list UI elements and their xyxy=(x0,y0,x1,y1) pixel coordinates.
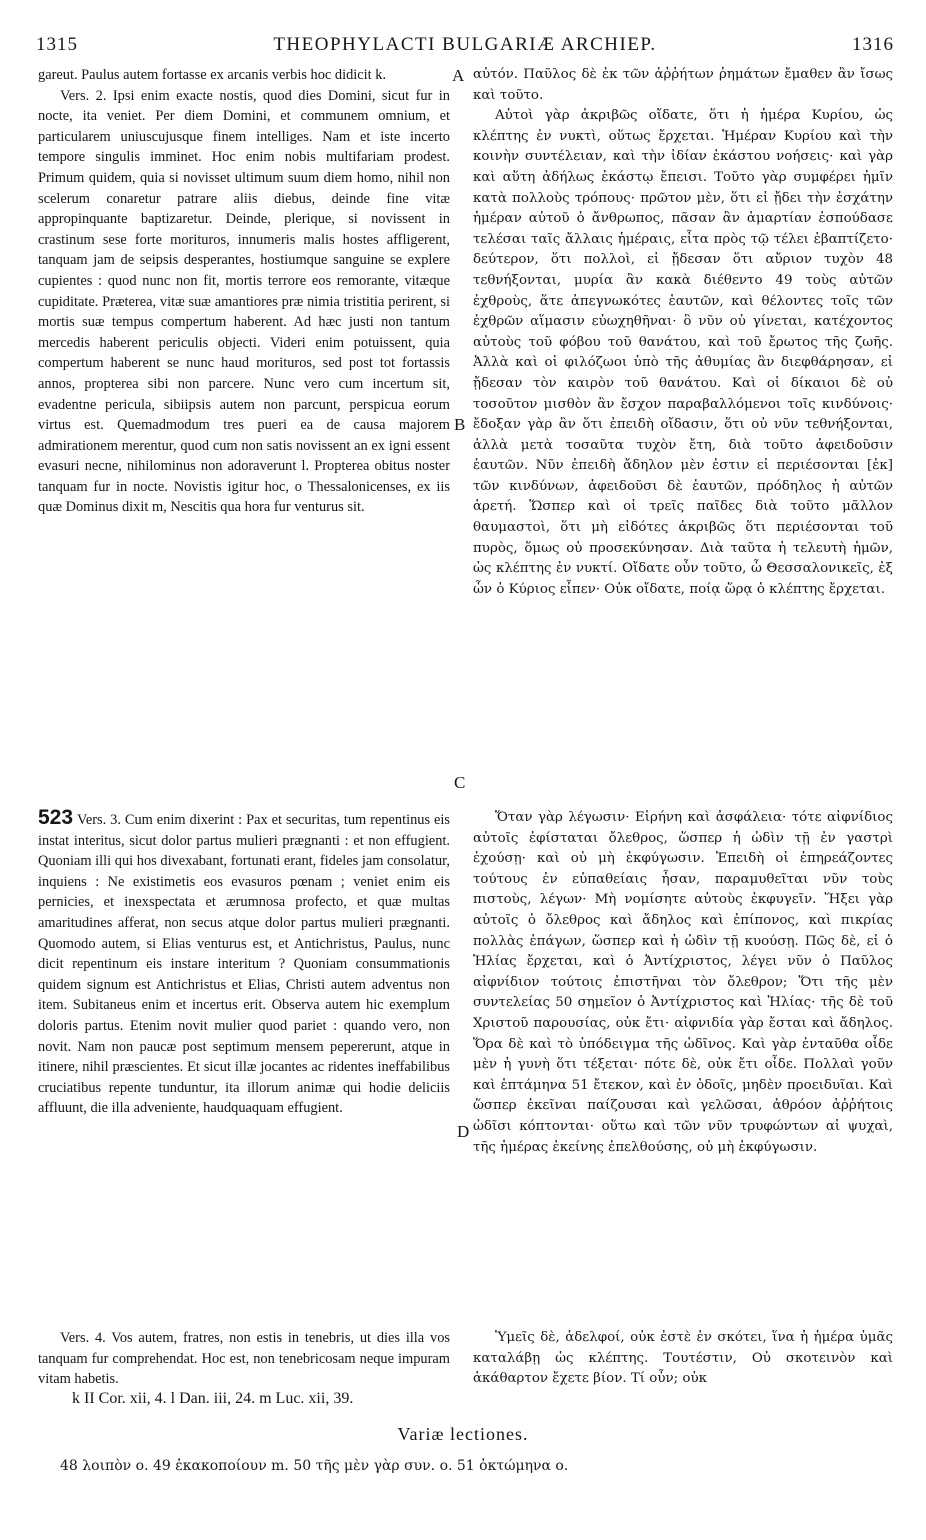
variae-lectiones-items: 48 λοιπὸν ο. 49 ἐκακοποίουν m. 50 τῆς μὲν γὰρ συν. ο. 51 ὀκτώμηνα ο. xyxy=(60,1458,569,1474)
greek-paragraph: Ὅταν γὰρ λέγωσιν· Εἰρήνη καὶ ἀσφάλεια· τότε αἰφνίδιος αὐτοῖς ἐφίσταται ὄλεθρος, ὥσπερ ἡ ὠδὶν τῇ ἐν γαστρὶ ἐχούσῃ· καὶ οὐ μὴ ἐκφύγωσιν. Ἐπειδὴ οἱ ἐπηρεάζοντες τούτους ἐν εὐπαθείαις ἦσαν, παραμυθεῖται νῦν τοὺς πιστοὺς, λέγων· Μὴ νομίσητε αὐτοὺς ἐκφυγεῖν. Ἥξει γὰρ αὐτοῖς ὁ ὄλεθρος καὶ ἄδηλος καὶ ἐπίπονος, καὶ πικρίας πολλὰς ἐπάγων, ὥσπερ καὶ ἡ ὠδὶν τῇ κυούσῃ. Πῶς δὲ, εἰ ὁ Ἠλίας ἔρχεται, καὶ ὁ Ἀντίχριστος, λέγει νῦν ὁ Παῦλος αἰφνίδιον τούτοις ἐπιστῆναι τὸν ὄλεθρον; Ὅτι τῆς μὲν συντελείας 50 σημεῖον ὁ Ἀντίχριστος καὶ Ἠλίας· τῆς δὲ τοῦ Χριστοῦ παρουσίας, οὐκ ἔτι· αἰφνιδία γὰρ ἔσται καὶ ἄδηλος. Ὅρα δὲ καὶ τὸ ὑπόδειγμα τῆς ὠδῖνος. Καὶ γὰρ ἐνταῦθα οἶδε μὲν ἡ γυνὴ ὅτι τέξεται· πότε δὲ, οὐκ ἔτι οἶδε. Πολλαὶ γοῦν καὶ ἑπτάμηνα 51 ἔτεκον, καὶ ἐν ὁδοῖς, μηδὲν προειδυῖαι. Καὶ ὥσπερ ἐκεῖναι παίζουσαι καὶ γελῶσαι, ἀθρόον ἀῤῥήτοις ὠδῖσι κόπτονται· οὕτω καὶ τῶν νῦν τρυφώντων αἱ ψυχαὶ, τῆς ἡμέρας ἐκείνης ἐπελθούσης, οὐ μὴ ἐκφύγωσιν. xyxy=(473,810,893,1155)
margin-marker-b: B xyxy=(454,415,466,434)
latin-column-vers4 xyxy=(38,1328,450,1390)
latin-paragraph: Vers. 4. Vos autem, fratres, non estis in tenebris, ut dies illa vos tanquam fur comprehendat. Hoc est, non tenebricosam neque impuram vitam habetis. xyxy=(38,1330,450,1388)
running-header xyxy=(36,34,894,62)
greek-paragraph: αὐτόν. Παῦλος δὲ ἐκ τῶν ἀῤῥήτων ῥημάτων ἔμαθεν ἂν ἴσως καὶ τοῦτο. xyxy=(473,67,893,103)
column-number: 523 xyxy=(38,806,74,829)
latin-column-vers3 xyxy=(38,808,450,1119)
greek-column-vers3 xyxy=(473,808,893,1158)
footnotes: k II Cor. xii, 4. l Dan. iii, 24. m Luc. xii, 39. xyxy=(72,1390,354,1407)
left-page-number: 1315 xyxy=(36,34,78,55)
greek-column-top xyxy=(473,65,893,600)
greek-column-vers4 xyxy=(473,1328,893,1390)
latin-column-top xyxy=(38,65,450,518)
greek-paragraph: Ὑμεῖς δὲ, ἀδελφοί, οὐκ ἐστὲ ἐν σκότει, ἵνα ἡ ἡμέρα ὑμᾶς καταλάβῃ ὡς κλέπτης. Τουτέστιν, Οὐ σκοτεινὸν καὶ ἀκάθαρτον ἔχετε βίον. Τί οὖν; οὐκ xyxy=(473,1330,893,1387)
latin-paragraph: gareut. Paulus autem fortasse ex arcanis verbis hoc didicit k. xyxy=(38,67,387,83)
margin-marker-a: A xyxy=(452,66,465,85)
margin-marker-d: D xyxy=(457,1122,470,1141)
greek-paragraph: Αὐτοὶ γὰρ ἀκριβῶς οἴδατε, ὅτι ἡ ἡμέρα Κυρίου, ὡς κλέπτης ἐν νυκτὶ, οὕτως ἔρχεται. Ἡμέραν Κυρίου καὶ τὴν κοινὴν συντέλειαν, καὶ τὴν ἰδίαν ἑκάστου νοήσεις· καὶ γὰρ καὶ αὕτη ἀδήλως ἑκάστῳ ἔπεισι. Τοῦτο γὰρ συμφέρει ἡμῖν κατὰ πολλοὺς τρόπους· πρῶτον μὲν, ὅτι εἰ ᾔδει τὴν ἐσχάτην ἡμέραν αὐτοῦ ὁ ἄνθρωπος, πᾶσαν ἂν ἁμαρτίαν ἐσπούδασε τελέσαι ταῖς ἄλλαις ἡμέραις, εἶτα πρὸς τῷ τέλει ἐβαπτίζετο· δεύτερον, ὅτι πολλοὶ, εἰ ᾔδεσαν ὅτι αὔριον τυχὸν 48 τεθνήξονται, μυρία ἂν κακὰ διέθεντο 49 τοὺς αὐτῶν ἐχθροὺς, ἅτε ἀπεγνωκότες ἑαυτῶν, καὶ θέλοντες τοῖς τῶν ἐχθρῶν αἵμασιν εὐωχηθῆναι· ὃ νῦν οὐ γίνεται, κατέχοντος αὐτοὺς τοῦ φόβου τοῦ θανάτου, καὶ τοῦ ἔρωτος τῆς ζωῆς. Ἀλλὰ καὶ οἱ φιλόζωοι ὑπὸ τῆς ἀθυμίας ἂν διεφθάρησαν, εἰ ᾔδεσαν τὸν καιρὸν τοῦ θανάτου. Καὶ οἱ δίκαιοι δὲ οὐ τοσοῦτον μισθὸν ἂν ἔσχον παραβαλλόμενοι τοῖς κινδύνοις· ἔδοξαν γὰρ ἂν ὅτι ἐπειδὴ οἴδασιν, ὅτι οὐ νῦν τεθνήξονται, ἀλλὰ μετὰ τοσαῦτα τυχὸν ἔτη, διὰ τοῦτο ἀφειδοῦσιν ἑαυτῶν. Νῦν ἐπειδὴ ἄδηλον μὲν ἐστιν εἰ περιέσονται [ἐκ] τῶν κινδύνων, ἀφειδοῦσι δὲ ἑαυτῶν, πρόδηλος ἡ αὐτῶν ἀρετή. Ὥσπερ καὶ οἱ τρεῖς παῖδες διὰ τοῦτο μᾶλλον θαυμαστοὶ, ὅτι μὴ εἰδότες ἀκριβῶς ὅτι περιέσονται τοῦ πυρὸς, ὅμως οὐ προσεκύνησαν. Διὰ ταῦτα ἡ τελευτὴ ἡμῶν, ὡς κλέπτης ἐν νυκτί. Οἴδατε οὖν τοῦτο, ὦ Θεσσαλονικεῖς, ἐξ ὧν ὁ Κύριος εἶπεν· Οὐκ οἴδατε, ποίᾳ ὥρᾳ ὁ κλέπτης ἔρχεται. xyxy=(473,108,893,597)
right-page-number: 1316 xyxy=(852,34,894,55)
latin-paragraph: Vers. 2. Ipsi enim exacte nostis, quod dies Domini, sicut fur in nocte, ita veniet. Per diem Domini, et communem omnium, et particularem uniuscujusque finem intelliges. Nam et iste incerto tempore singulis imminet. Hoc enim nobis multifariam prodest. Primum quidem, quia si novisset ultimum suum diem homo, nihil non scelerum conaretur patrare aliis diebus, deinde fine vitæ appropinquante baptizaretur. Deinde, plerique, si novissent in crastinum sese forte morituros, innumeris malis hostes affligerent, tanquam jam de seipsis desperantes, hostiumque sanguine se explere cupientes : quod nunc non fit, mortis terrore eos remorante, vitæque cupiditate. Præterea, vitæ suæ amantiores præ nimia tristitia perirent, si mortis suæ tempus compertum haberent. Ad hæc justi non tantum mercedis haberent periculis objecti. Videri enim potuissent, quia compertum haberent se nunc haud morituros, sed post tot fortassis annos, propterea sibi non parcere. Nunc vero cum incertum sit, evadentne pericula, sibiipsis autem non parcunt, perspicua eorum virtus est. Quemadmodum tres pueri ea de causa majorem admirationem merentur, quod cum non satis novissent an ex igni essent evasuri necne, nihilominus non adoraverunt l. Propterea obitus noster tanquam fur in nocte. Novistis igitur hoc, o Thessalonicenses, ex iis quæ Dominus dixit m, Nescitis qua hora fur venturus sit. xyxy=(38,87,450,516)
running-title: THEOPHYLACTI BULGARIÆ ARCHIEP. xyxy=(273,34,657,55)
latin-paragraph: Vers. 3. Cum enim dixerint : Pax et securitas, tum repentinus eis instat interitus, sicut dolor partus mulieri prægnanti : et non effugient. Quoniam illi qui hos divexabant, fortunati erant, fideles jam consolatur, inquiens : Ne existimetis eos evasuros pœnam ; veniet enim eis pernicies, et inexspectata et ærumnosa profecto, et quæ multas amaritudines afferat, non secus atque dolor partus mulieri prægnanti. Quomodo autem, si Elias venturus est, et Antichristus, Paulus, nunc dicit repentinum eis instare interitum ? Quoniam consummationis quidem signum est Antichristus et Elias, Christi autem adventus non item. Subitaneus enim et incertus erit. Observa autem hic exemplum doloris partus. Etenim novit mulier quod pariet : quando vero, non novit. Nam non paucæ post septimum mensem pepererunt, atque in itinere, nihil præscientes. Et sicut illæ jocantes ac ridentes ineffabilibus cruciatibus repente tunduntur, ita illorum animæ qui hodie deliciis affluunt, die illa adveniente, haudquaquam effugient. xyxy=(38,812,450,1117)
variae-lectiones-heading: Variæ lectiones. xyxy=(397,1424,529,1444)
margin-marker-c: C xyxy=(454,773,466,792)
